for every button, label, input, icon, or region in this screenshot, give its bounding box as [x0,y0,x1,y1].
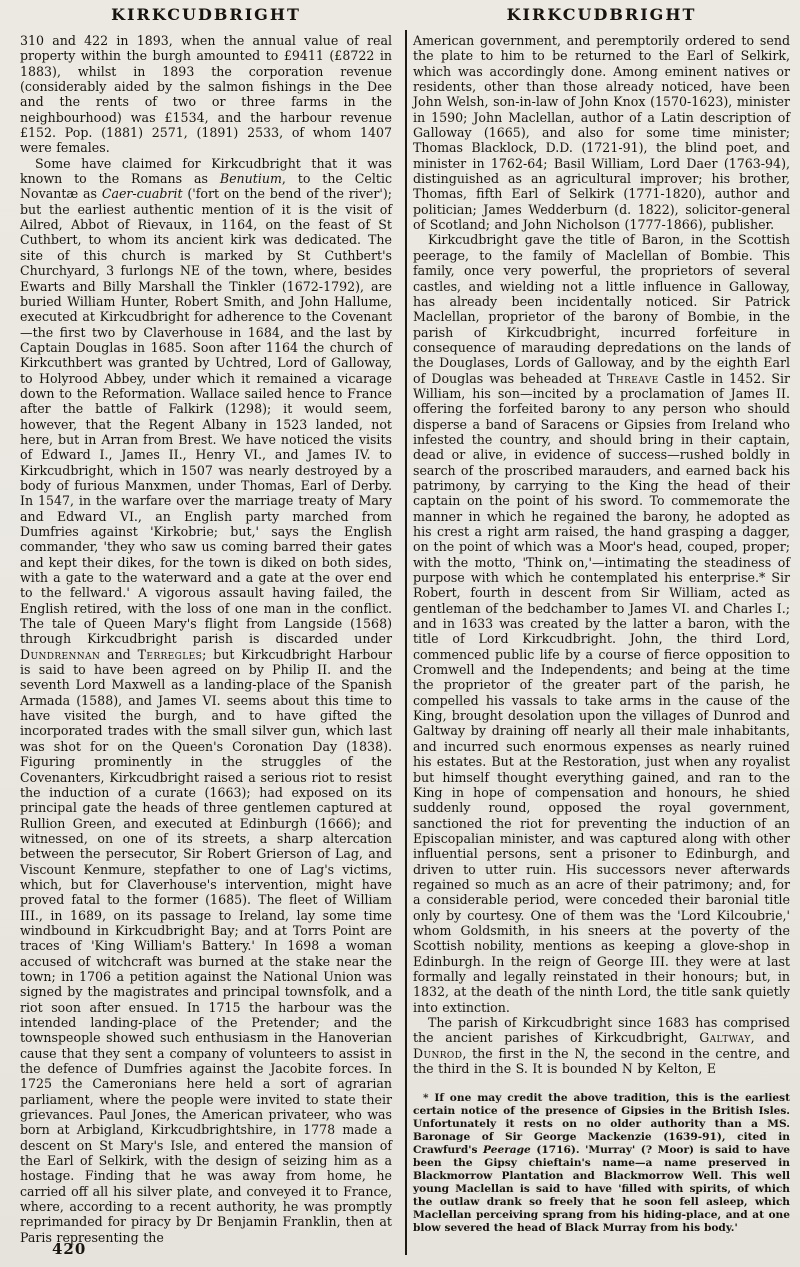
paragraph [20,156,392,1245]
text-segment: Some have claimed for Kirkcudbright that it was known to the Romans as [20,155,392,187]
text-segment: ; but Kirkcudbright Harbour is said to have been agreed on by Philip II. and the seventh Lord Maxwell as a landing-place of the Spanish Armada (1588), and James VI. seems about this time to have visited the burgh, and to have gifted the incorporated trades with the small silver gun, which last was shot for on the Queen's Coronation Day (1838). Figuring prominently in the struggles of the Covenanters, Kirkcudbright raised a serious riot to resist the induction of a curate (1663); had exposed on its principal gate the heads of three gentlemen captured at Rullion Green, and executed at Edinburgh (1666); and witnessed, on one of its streets, a sharp altercation between the persecutor, Sir Robert Grierson of Lag, and Viscount Kenmure, stepfather to one of Lag's victims, which, but for Claverhouse's intervention, might have proved fatal to the former (1685). The fleet of William III., in 1689, on its passage to Ireland, lay some time windbound in Kirkcudbright Bay; and at Torrs Point are traces of 'King William's Battery.' In 1698 a woman accused of witchcraft was burned at the stake near the town; in 1706 a petition against the National Union was signed by the magistrates and principal townsfolk, and a riot soon after ensued. In 1715 the harbour was the intended landing-place of the Pretender; and the townspeople showed such enthusiasm in the Hanoverian cause that they sent a company of volunteers to assist in the defence of Dumfries against the Jacobite forces. In 1725 the Cameronians here held a sort of agrarian parliament, where the people were invited to state their grievances. Paul Jones, the American privateer, who was born at Arbigland, Kirkcudbrightshire, in 1778 made a descent on St Mary's Isle, and entered the mansion of the Earl of Selkirk, with the design of seizing him as a hostage. Finding that he was away from home, he carried off all his silver plate, and conveyed it to France, where, according to a recent authority, he was promptly reprimanded for piracy by Dr Benjamin Franklin, then at Paris representing the [20,646,393,1245]
text-segment: Caer-cuabrit [101,186,183,202]
paragraph [413,33,790,232]
text-segment: Peerage [483,1144,531,1157]
text-segment: Dunrod [413,1045,463,1061]
text-segment: Castle in 1452. Sir William, his son—incited by a proclamation of James II. offering the forfeited barony to any person who should disperse a band of Saracens or Gipsies from Ireland who infested the country, and should bring in their captain, dead or alive, in evidence of success—rushed boldly in search of the proscribed marauders, and earned back his patrimony, by carrying to the King the head of their captain on the point of his sword. To commemorate the manner in which he regained the barony, he adopted as his crest a right arm raised, the hand grasping a dagger, on the point of which was a Moor's head, couped, proper; with the motto, 'Think on,'—intimating the steadiness of purpose with which he contemplated his enterprise.* Sir Robert, fourth in descent from Sir William, acted as gentleman of the bedchamber to James VI. and Charles I.; and in 1633 was created by the latter a baron, with the title of Lord Kirkcudbright. John, the third Lord, commenced public life by a course of fierce opposition to Cromwell and the Independents; and being at the time the proprietor of the greater part of the parish, he compelled his vassals to take arms in the cause of the King, brought desolation upon the villages of Dunrod and Galtway by draining off nearly all their male inhabitants, and incurred such enormous expenses as nearly ruined his estates. But at the Restoration, just when any royalist but himself thought everything gained, and ran to the King in hope of compensation and honours, he shied suddenly round, opposed the royal government, sanctioned the riot for preventing the induction of an Episcopalian minister, and was captured along with other influential persons, sent a prisoner to Edinburgh, and driven to utter ruin. His successors never afterwards regained so much as an acre of their patrimony; and, for a considerable period, were conceded their baronial title only by courtesy. One of them was the 'Lord Kilcoubrie,' whom Goldsmith, in his sneers at the poverty of the Scottish nobility, mentions as keeping a glove-shop in Edinburgh. In the reign of George III. they were at last formally and legally reinstated in their honours; but, in 1832, at the death of the ninth Lord, the title sank quietly into extinction. [413,370,791,1015]
text-segment: and [100,646,138,662]
text-segment: * If one may credit the above tradition, this is the earliest certain notice of the presence of Gipsies in the British Isles. Unfortunately it rests on no older authority than a MS. Baronage of Sir George Mackenzie (1639-91), cited in Crawfurd's [413,1092,790,1157]
running-head-left: KIRKCUDBRIGHT [111,5,301,24]
left-column [20,5,393,1245]
right-column [413,5,790,1263]
text-segment: American government, and peremptorily ordered to send the plate to him to be returned to the Earl of Selkirk, which was accordingly done. Among eminent natives or residents, other than those already noticed, have been John Welsh, son-in-law of John Knox (1570-1623), minister in 1590; John Maclellan, author of a Latin description of Galloway (1665), and also for some time minister; Thomas Blacklock, D.D. (1721-91), the blind poet, and minister in 1762-64; Basil William, Lord Daer (1763-94), distinguished as an agricultural improver; his brother, Thomas, fifth Earl of Selkirk (1771-1820), author and politician; James Wedderburn (d. 1822), solicitor-general of Scotland; and John Nicholson (1777-1866), publisher. [413,33,790,233]
column-divider-rule [405,30,407,1255]
paragraph [413,1092,790,1235]
text-segment: ('fort on the bend of the river'); but the earliest authentic mention of it is the visit of Ailred, Abbot of Rievaux, in 1164, on the feast of St Cuthbert, to whom its ancient kirk was dedicated. The site of this church is marked by St Cuthbert's Churchyard, 3 furlongs NE of the town, where, besides Ewarts and Billy Marshall the Tinkler (1672-1792), are buried William Hunter, Robert Smith, and John Hallume, executed at Kirkcudbright for adherence to the Covenant—the first two by Claverhouse in 1684, and the last by Captain Douglas in 1685. Soon after 1164 the church of Kirkcuthbert was granted by Uchtred, Lord of Galloway, to Holyrood Abbey, under which it remained a vicarage down to the Reformation. Wallace sailed hence to France after the battle of Falkirk (1298); it would seem, however, that the Regent Albany in 1523 landed, not here, but in Arran from Brest. We have noticed the visits of Edward I., James II., Henry VI., and James IV. to Kirkcudbright, which in 1507 was nearly destroyed by a body of furious Manxmen, under Thomas, Earl of Derby. In 1547, in the warfare over the marriage treaty of Mary and Edward VI., an English party marched from Dumfries against 'Kirkobrie; but,' says the English commander, 'they who saw us coming barred their gates and kept their dikes, for the town is diked on both sides, with a gate to the waterward and a gate at the over end to the fellward.' A vigorous assault having failed, the English retired, with the loss of one man in the conflict. The tale of Queen Mary's flight from Langside (1568) through Kirkcudbright parish is discarded under [20,186,392,647]
paragraph [20,33,392,156]
text-segment: , to the Celtic Novantæ as [20,171,392,202]
text-segment: The parish of Kirkcudbright since 1683 has comprised the ancient parishes of Kirkcudbright, [413,1015,790,1046]
text-segment: Benutium [219,171,282,187]
left-column-text [20,33,392,1245]
running-head-right: KIRKCUDBRIGHT [506,5,697,24]
text-segment: Terregles [137,646,203,662]
text-segment: , the first in the N, the second in the centre, and the third in the S. It is bounded N by Kelton, E [413,1045,790,1077]
footnote [413,1092,790,1235]
text-segment: 310 and 422 in 1893, when the annual value of real property within the burgh amounted to £9411 (£8722 in 1883), whilst in 1893 the corporation revenue (considerably aided by the salmon fishings in the Dee and the rents of two or three farms in the neighbourhood) was £1534, and the harbour revenue £152. Pop. (1881) 2571, (1891) 2533, of whom 1407 were females. [20,33,392,156]
right-column-text [413,33,790,1076]
text-segment: Dundrennan [20,646,101,662]
text-segment: Galtway [699,1030,751,1046]
page-number: 420 [52,1240,87,1258]
text-segment: (1716). 'Murray' (? Moor) is said to have been the Gipsy chieftain's name—a name preserved in Blackmorrow Plantation and Blackmorrow Well. This well young Maclellan is said to have 'filled with spirits, of which the outlaw drank so freely that he soon fell asleep, which Maclellan perceiving sprang from his hiding-place, and at one blow severed the head of Black Murray from his body.' [413,1144,790,1235]
paragraph [413,232,790,1015]
text-segment: Threave [607,370,659,386]
paragraph [413,1015,790,1076]
text-segment: Kirkcudbright gave the title of Baron, in the Scottish peerage, to the family of Maclellan of Bombie. This family, once very powerful, the proprietors of several castles, and wielding not a little influence in Galloway, has already been incidentally noticed. Sir Patrick Maclellan, proprietor of the barony of Bombie, in the parish of Kirkcudbright, incurred forfeiture in consequence of marauding depredations on the lands of the Douglases, Lords of Galloway, and by the eighth Earl of Douglas was beheaded at [413,232,790,386]
text-segment: , and [750,1030,790,1046]
